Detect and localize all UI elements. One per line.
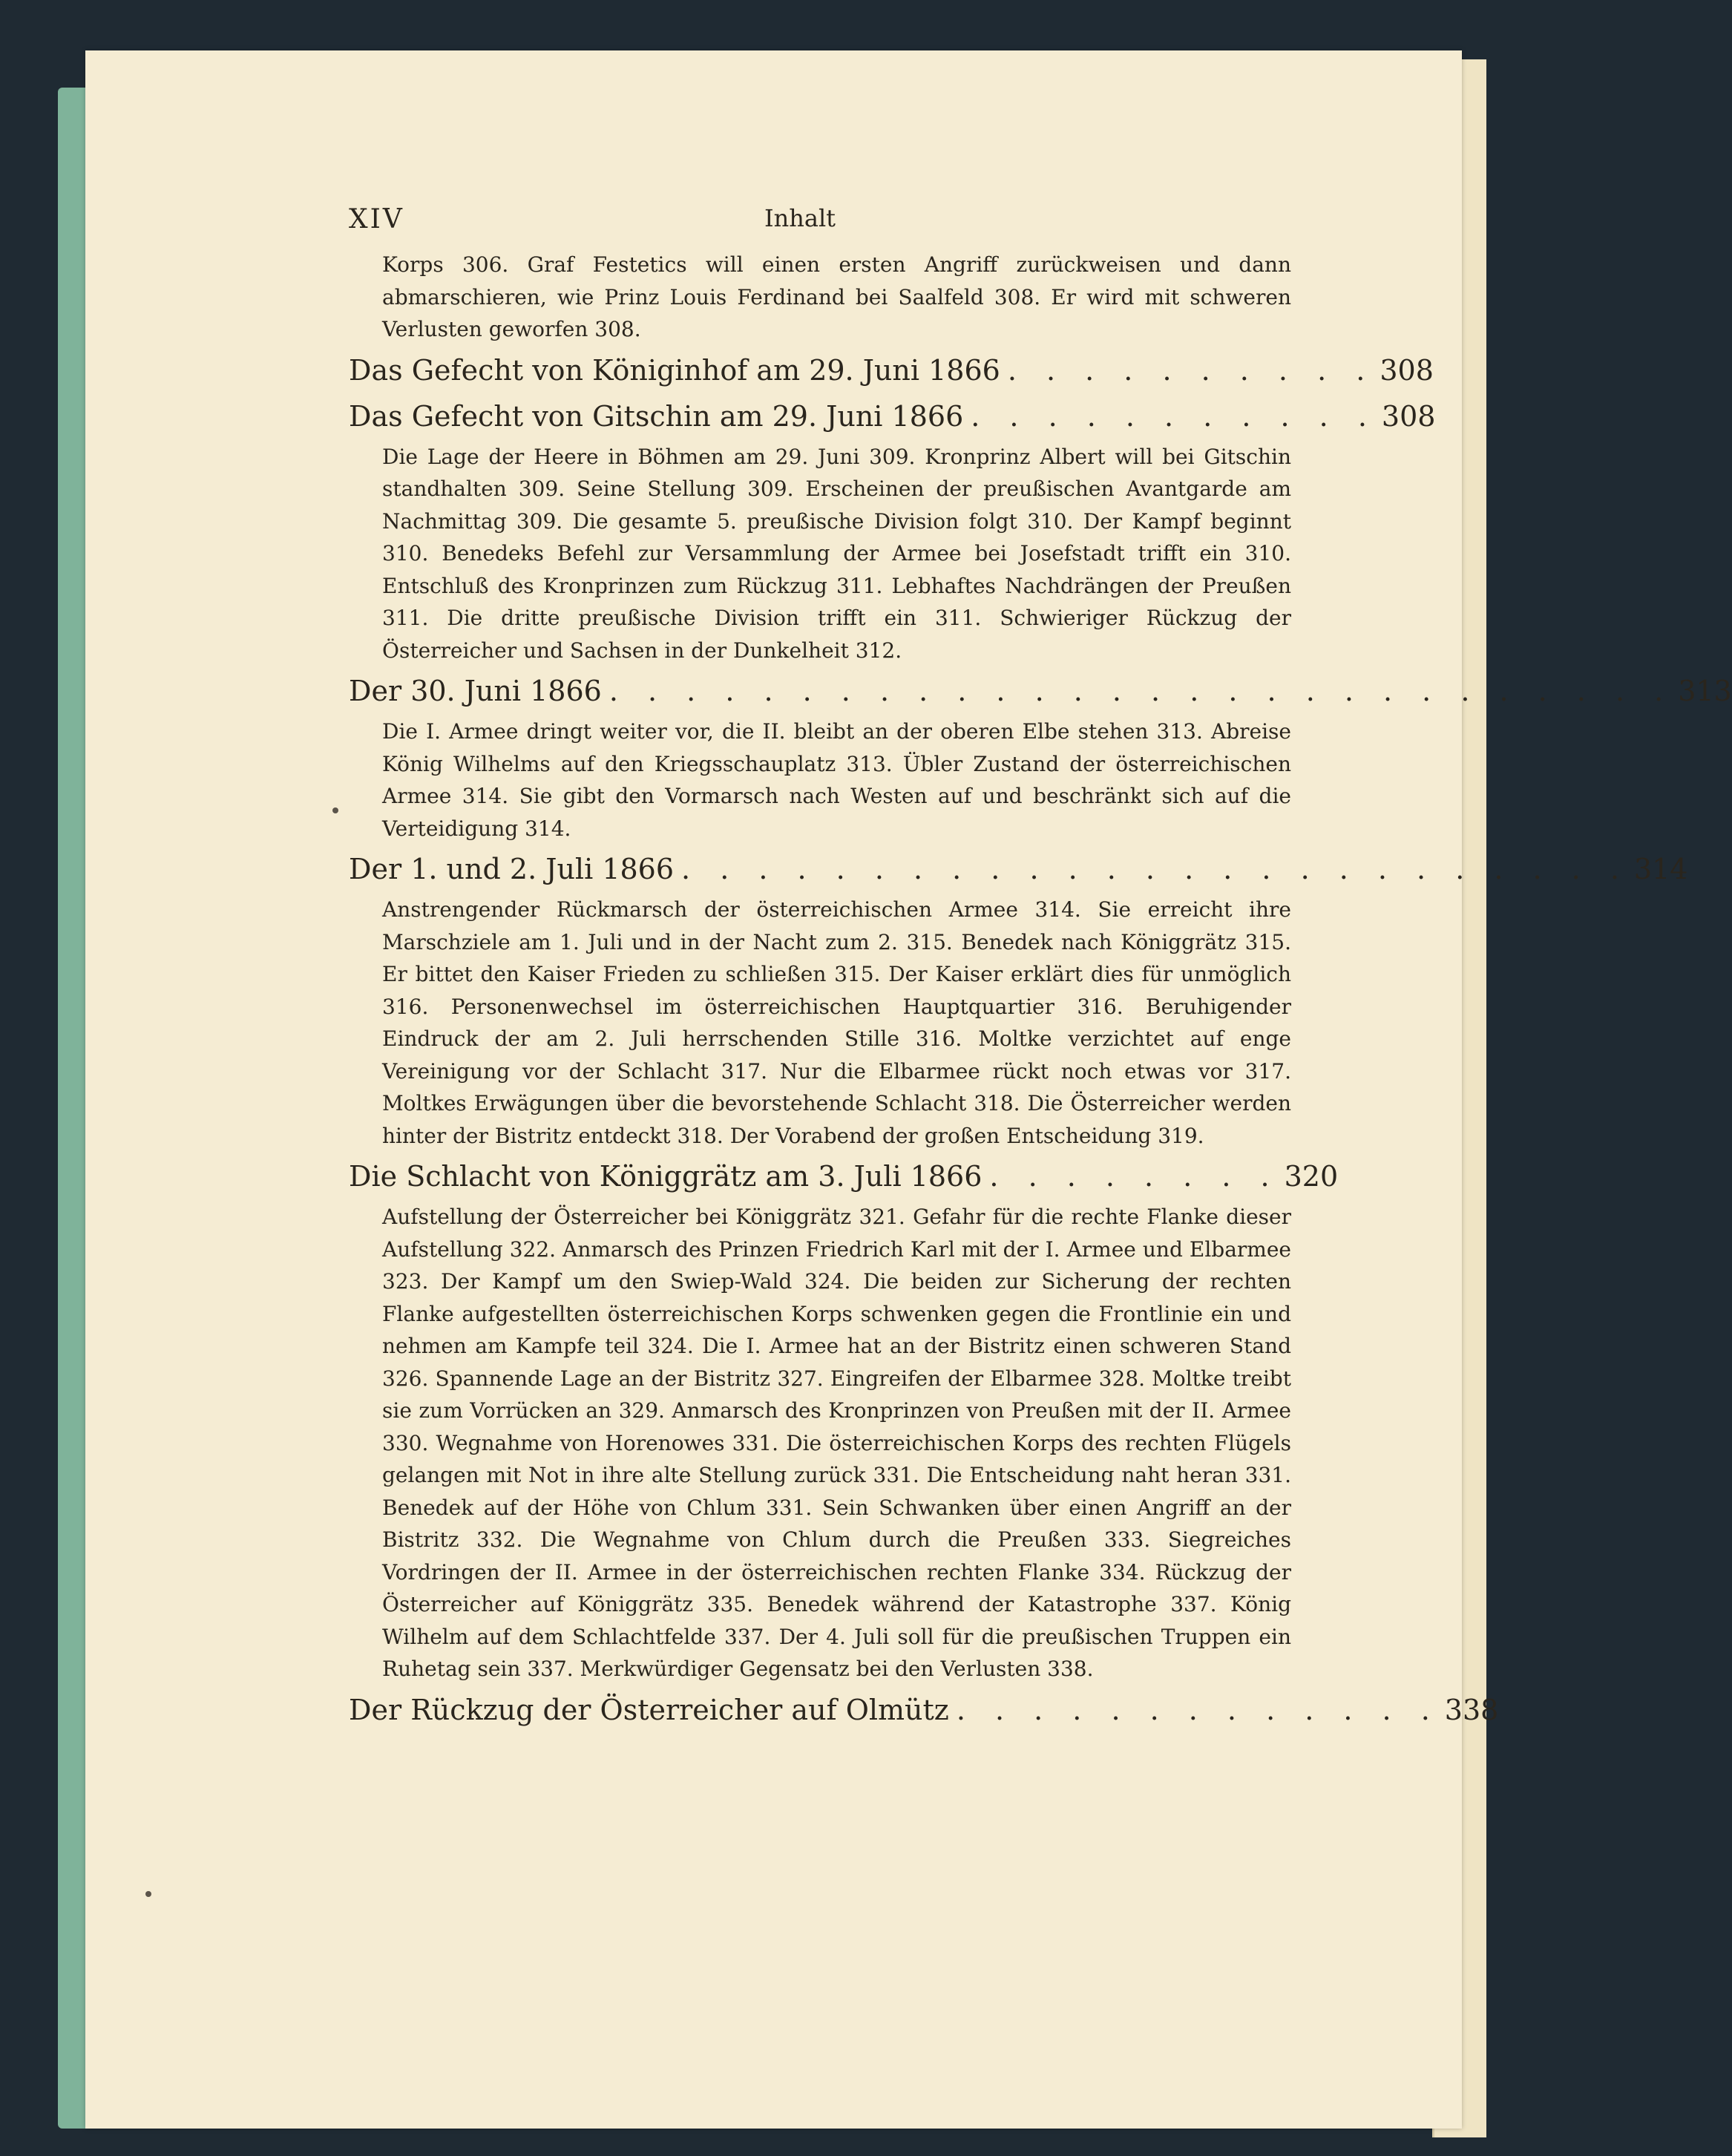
page-header xyxy=(349,204,1291,249)
leader-dots: . . . . . . . . . . . . . . . . . . . . . . . . . . . . xyxy=(609,675,1674,707)
toc-entry-summary: Anstrengender Rückmarsch der österreichischen Armee 314. Sie erreicht ihre Marschziele am 1. Juli und in der Nacht zum 2. 315. Benedek nach Königgrätz 315. Er bittet den Kaiser Frieden zu schließen 315. Der Kaiser erklärt dies für unmöglich 316. Personenwechsel im österreichischen Hauptquartier 316. Beruhigender Eindruck der am 2. Juli herrschenden Stille 316. Moltke verzichtet auf enge Vereinigung vor der Schlacht 317. Nur die Elbarmee rückt noch etwas vor 317. Moltkes Erwägungen über die bevorstehende Schlacht 318. Die Österreicher werden hinter der Bistritz entdeckt 318. Der Vorabend der großen Entscheidung 319. xyxy=(382,897,1291,1148)
toc-entry-title: Das Gefecht von Gitschin am 29. Juni 1866 xyxy=(349,399,964,433)
leader-dots: . . . . . . . . . . . xyxy=(971,399,1377,433)
toc-entry-title: Der Rückzug der Österreicher auf Olmütz xyxy=(349,1693,949,1726)
toc-entry-title: Die Schlacht von Königgrätz am 3. Juli 1866 xyxy=(349,1160,983,1193)
toc-entry-summary: Die Lage der Heere in Böhmen am 29. Juni 309. Kronprinz Albert will bei Gitschin standhalten 309. Seine Stellung 309. Erscheinen der preußischen Avantgarde am Nachmittag 309. Die gesamte 5. preußische Division folgt 310. Der Kampf beginnt 310. Benedeks Befehl zur Versammlung der Armee bei Josefstadt trifft ein 310. Entschluß des Kronprinzen zum Rückzug 311. Lebhaftes Nachdrängen der Preußen 311. Die dritte preußische Division trifft ein 311. Schwieriger Rückzug der Österreicher und Sachsen in der Dunkelheit 312. xyxy=(382,444,1291,663)
toc-entry-page: 314 xyxy=(1633,853,1688,885)
toc-entry-page: 320 xyxy=(1284,1160,1339,1193)
toc-entry-heading xyxy=(349,848,1688,891)
toc-entry-page: 308 xyxy=(1381,399,1436,433)
toc-entry-heading xyxy=(349,1688,1499,1731)
leader-dots: . . . . . . . . . . . . . . . . . . . . . . . . . xyxy=(681,853,1630,885)
toc-entry-title: Der 30. Juni 1866 xyxy=(349,675,602,707)
toc-entry-summary: Aufstellung der Österreicher bei Königgrätz 321. Gefahr für die rechte Flanke dieser Aufstellung 322. Anmarsch des Prinzen Friedrich Karl mit der I. Armee und Elbarmee 323. Der Kampf um den Swiep-Wald 324. Die beiden zur Sicherung der rechten Flanke aufgestellten österreichischen Korps schwenken gegen die Frontlinie ein und nehmen am Kampfe teil 324. Die I. Armee hat an der Bistritz einen schweren Stand 326. Spannende Lage an der Bistritz 327. Eingreifen der Elbarmee 328. Moltke treibt sie zum Vorrücken an 329. Anmarsch des Kronprinzen von Preußen mit der II. Armee 330. Wegnahme von Horenowes 331. Die österreichischen Korps des rechten Flügels gelangen mit Not in ihre alte Stellung zurück 331. Die Entscheidung naht heran 331. Benedek auf der Höhe von Chlum 331. Sein Schwanken über einen Angriff an der Bistritz 332. Die Wegnahme von Chlum durch die Preußen 333. Siegreiches Vordringen der II. Armee in der österreichischen rechten Flanke 334. Rückzug der Österreicher auf Königgrätz 335. Benedek während der Katastrophe 337. König Wilhelm auf dem Schlachtfelde 337. Der 4. Juli soll für die preußischen Truppen ein Ruhetag sein 337. Merkwürdiger Gegensatz bei den Verlusten 338. xyxy=(382,1205,1291,1681)
toc-entry-heading xyxy=(349,349,1434,392)
toc-entry-heading xyxy=(349,395,1436,438)
toc-entry-page: 308 xyxy=(1380,353,1434,387)
leader-dots: . . . . . . . . . . . . . xyxy=(956,1693,1440,1726)
toc-entry-title: Das Gefecht von Königinhof am 29. Juni 1866 xyxy=(349,353,1000,387)
toc-entry-page: 338 xyxy=(1444,1693,1499,1726)
toc-entry-heading xyxy=(349,1155,1339,1198)
paper-speck xyxy=(145,1891,151,1897)
toc-entry-summary: Die I. Armee dringt weiter vor, die II. bleibt an der oberen Elbe stehen 313. Abreise König Wilhelms auf den Kriegsschauplatz 313. Übler Zustand der österreichischen Armee 314. Sie gibt den Vormarsch nach Westen auf und beschränkt sich auf die Verteidigung 314. xyxy=(382,719,1291,841)
continuation-summary: Korps 306. Graf Festetics will einen ersten Angriff zurückweisen und dann abmarschieren, wie Prinz Louis Ferdinand bei Saalfeld 308. Er wird mit schweren Verlusten geworfen 308. xyxy=(382,252,1291,341)
leader-dots: . . . . . . . . . . xyxy=(1007,353,1376,387)
running-title: Inhalt xyxy=(764,204,836,232)
toc-entry-title: Der 1. und 2. Juli 1866 xyxy=(349,853,675,885)
leader-dots: . . . . . . . . xyxy=(989,1160,1280,1193)
toc-entry-heading xyxy=(349,669,1732,712)
paper-speck xyxy=(332,807,338,813)
page-number: XIV xyxy=(349,204,404,235)
table-of-contents xyxy=(349,204,1732,1734)
toc-entry-page: 313 xyxy=(1678,675,1732,707)
